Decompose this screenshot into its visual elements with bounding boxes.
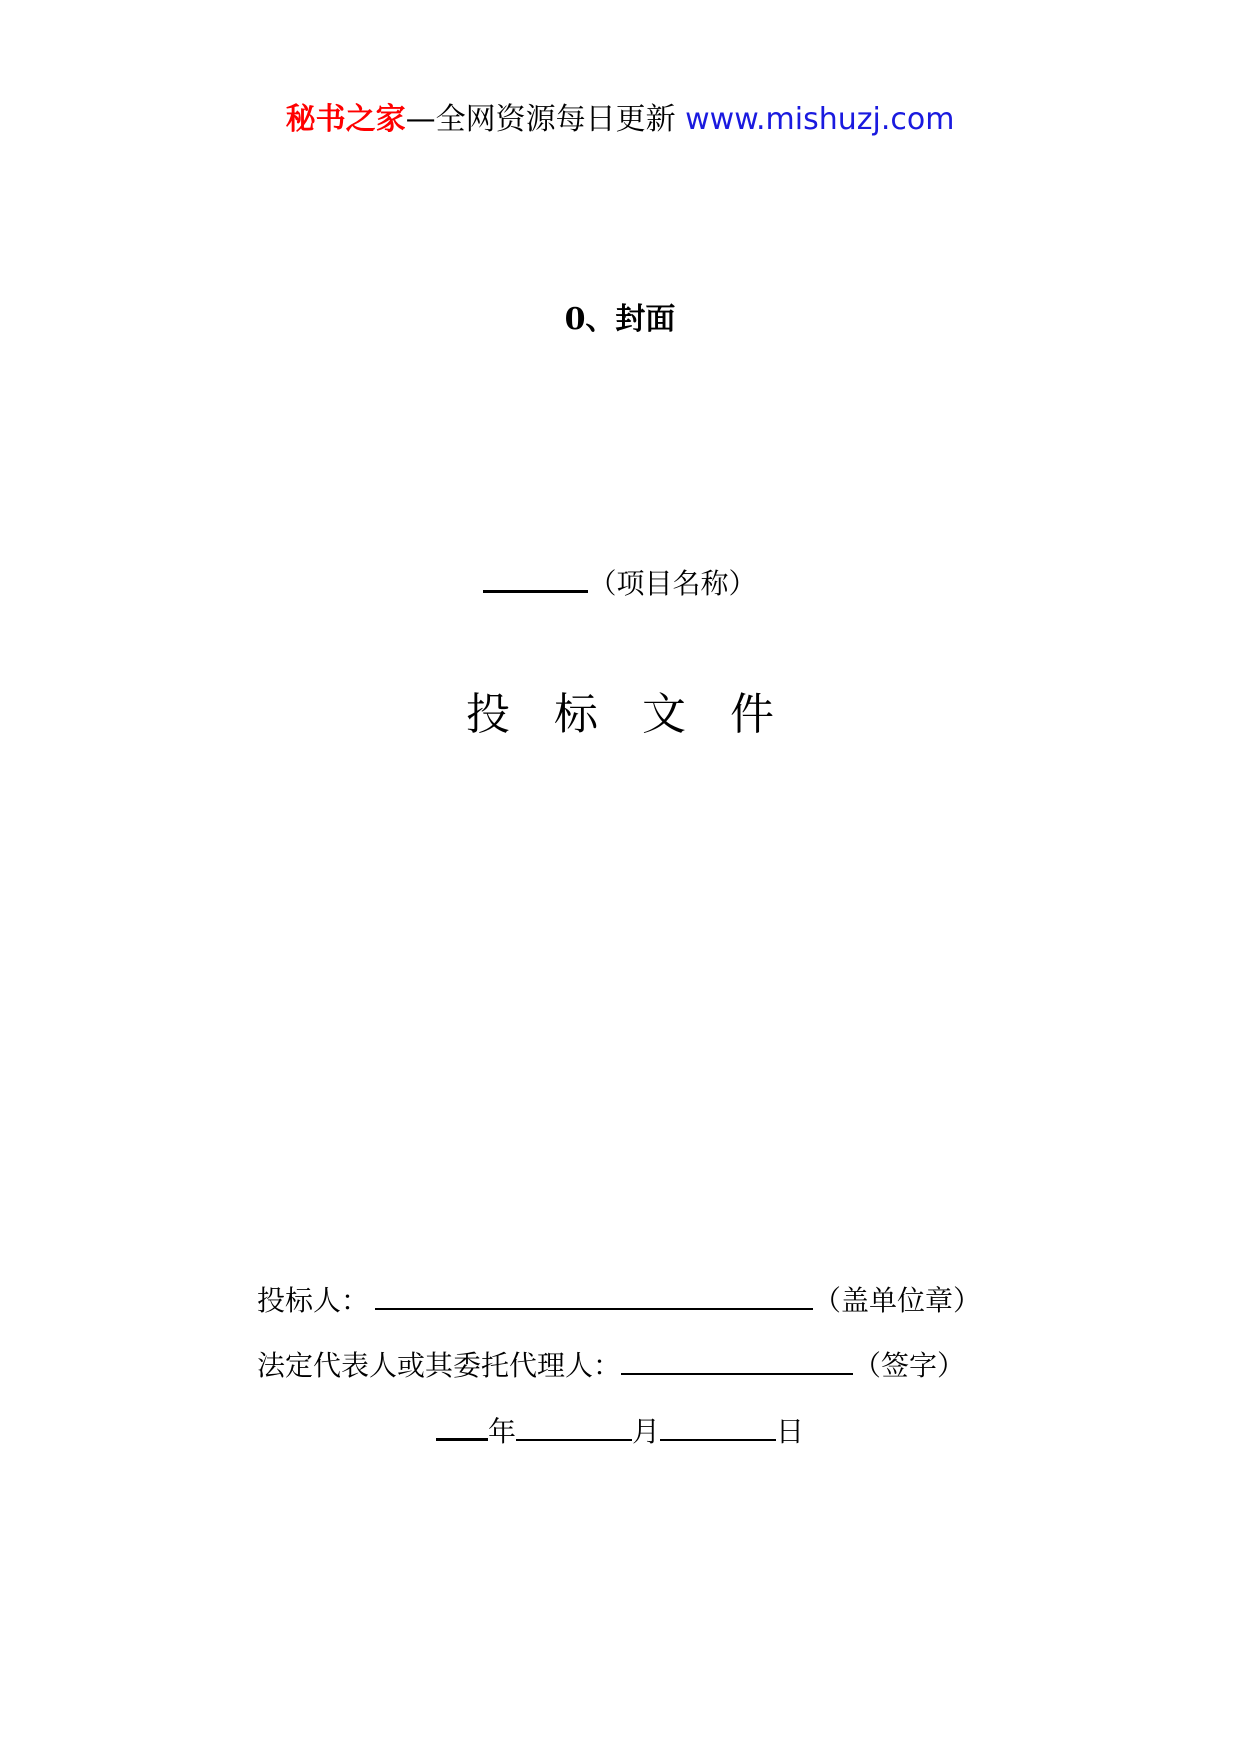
bidder-label: 投标人： bbox=[257, 1284, 370, 1317]
date-row bbox=[0, 1408, 1240, 1452]
section-title: 0、封面 bbox=[564, 302, 676, 337]
project-name-line bbox=[0, 560, 1240, 604]
brand-url-link[interactable]: www.mishuzj.com bbox=[685, 102, 955, 137]
bidder-blank[interactable] bbox=[375, 1278, 813, 1310]
representative-note: （签字） bbox=[853, 1349, 966, 1382]
document-title: 投标文件 bbox=[466, 689, 818, 740]
representative-row bbox=[257, 1343, 965, 1386]
project-name-blank[interactable] bbox=[483, 560, 588, 593]
bidder-row bbox=[257, 1278, 981, 1321]
day-label: 日 bbox=[776, 1415, 805, 1448]
representative-label: 法定代表人或其委托代理人： bbox=[257, 1349, 622, 1382]
bidder-note: （盖单位章） bbox=[813, 1284, 982, 1317]
year-label: 年 bbox=[487, 1415, 516, 1448]
project-name-hint: （项目名称） bbox=[588, 567, 757, 600]
year-blank[interactable] bbox=[436, 1408, 488, 1441]
brand-name: 秘书之家 bbox=[285, 102, 406, 137]
month-label: 月 bbox=[631, 1415, 660, 1448]
header-banner bbox=[0, 100, 1240, 140]
day-blank[interactable] bbox=[660, 1409, 776, 1441]
brand-tagline: —全网资源每日更新 bbox=[405, 102, 676, 137]
month-blank[interactable] bbox=[516, 1409, 632, 1441]
representative-blank[interactable] bbox=[621, 1343, 853, 1375]
